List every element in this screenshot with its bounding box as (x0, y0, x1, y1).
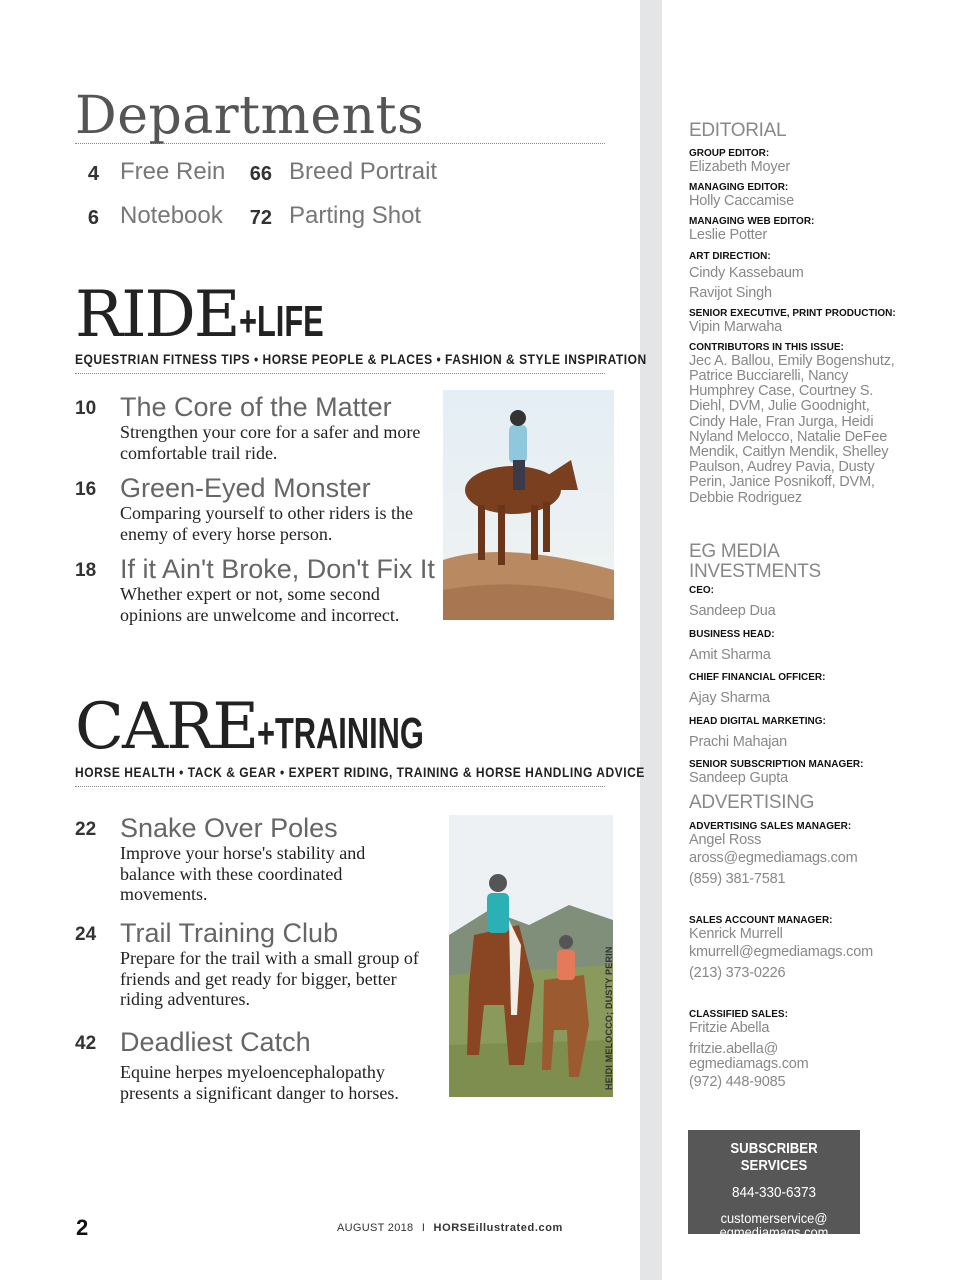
page-number: 6 (87, 207, 99, 229)
person-name: Holly Caccamise (689, 193, 794, 210)
dept-label: Breed Portrait (289, 158, 438, 185)
role-label: CLASSIFIED SALES: (689, 1009, 788, 1021)
masthead-advertising (689, 793, 919, 1093)
photo-rider-on-trail (443, 390, 614, 620)
article-title[interactable]: If it Ain't Broke, Don't Fix It (120, 554, 435, 584)
phone-number: (859) 381-7581 (689, 870, 786, 887)
heading-plus: +TRAINING (257, 709, 424, 758)
divider (75, 373, 605, 374)
role-label: GROUP EDITOR: (689, 148, 770, 159)
person-name: Prachi Mahajan (689, 733, 787, 750)
email-link[interactable]: kmurrell@egmediamags.com (689, 944, 873, 961)
photo-credit: HEIDI MELOCCO; DUSTY PERIN (604, 946, 614, 1090)
article-description: Improve your horse's stability and balance with these coordinated movements. (120, 843, 366, 904)
page-number: 24 (75, 924, 97, 945)
heading-plus: +LIFE (238, 297, 324, 346)
contributors-list: Jec A. Ballou, Emily Bogenshutz, Patrice Bucciarelli, Nancy Humphrey Case, Courtney S. Diehl, DVM, Julie Goodnight, Cindy Hale, Fran Jurga, Heidi Nyland Melocco, Natalie DeFee Mendik, Caitlyn Mendik, Shelley Paulson, Audrey Pavia, Dusty Perin, Janice Posnikoff, DVM, Debbie Rodriguez (689, 352, 895, 506)
person-name: Amit Sharma (689, 646, 771, 663)
role-label: ART DIRECTION: (689, 250, 771, 262)
role-label: CHIEF FINANCIAL OFFICER: (689, 672, 826, 683)
divider (75, 143, 605, 144)
article-description: Equine herpes myeloencephalopathy presents a significant danger to horses. (120, 1062, 399, 1103)
person-name: Ajay Sharma (689, 690, 770, 706)
photo-two-riders (449, 815, 613, 1097)
care-training-subtitle: HORSE HEALTH • TACK & GEAR • EXPERT RIDING, TRAINING & HORSE HANDLING ADVICE (75, 764, 645, 780)
article-description: Comparing yourself to other riders is the enemy of every horse person. (120, 503, 413, 544)
page-number: 42 (75, 1033, 97, 1054)
role-label: CONTRIBUTORS IN THIS ISSUE: (689, 341, 844, 353)
role-label: ADVERTISING SALES MANAGER: (689, 821, 852, 832)
role-label: BUSINESS HEAD: (689, 628, 775, 640)
article-title[interactable]: Trail Training Club (120, 918, 339, 948)
page-number: 72 (249, 207, 272, 229)
page-number: 2 (76, 1215, 89, 1240)
person-name: Leslie Potter (689, 227, 767, 244)
page-number: 16 (75, 479, 97, 500)
dept-label: Parting Shot (289, 202, 422, 229)
phone-number: (213) 373-0226 (689, 964, 786, 981)
masthead-editorial (689, 121, 919, 506)
article-description: Strengthen your core for a safer and more comfortable trail ride. (120, 422, 421, 463)
section-heading: ADVERTISING (689, 792, 815, 813)
page-number: 22 (75, 819, 97, 840)
care-training-heading (75, 690, 495, 764)
ride-life-subtitle: EQUESTRIAN FITNESS TIPS • HORSE PEOPLE & PLACES • FASHION & STYLE INSPIRATION (75, 351, 647, 367)
page-number: 66 (249, 163, 272, 185)
subscriber-email[interactable]: customerservice@ egmediamags.com (719, 1210, 829, 1240)
person-name: Sandeep Dua (689, 603, 776, 619)
horse-riders-image (449, 815, 613, 1097)
person-name: Ravijot Singh (689, 285, 772, 302)
section-heading: EG MEDIA INVESTMENTS (689, 541, 821, 582)
article-title[interactable]: The Core of the Matter (120, 392, 392, 422)
person-name: Fritzie Abella (689, 1020, 770, 1037)
site-link[interactable]: HORSEillustrated.com (433, 1222, 563, 1234)
article-description: Prepare for the trail with a small group of friends and get ready for bigger, better riding adventures. (120, 948, 419, 1009)
masthead-eg-media (689, 542, 919, 786)
departments-heading: Departments (75, 86, 425, 146)
heading-main: RIDE (75, 278, 239, 352)
section-heading: EDITORIAL (689, 120, 787, 141)
person-name: Kenrick Murrell (689, 926, 783, 943)
subscriber-services-box (688, 1130, 860, 1240)
heading-main: CARE (75, 690, 258, 764)
article-description: Whether expert or not, some second opinions are unwelcome and incorrect. (120, 584, 400, 625)
issue-date: AUGUST 2018 (337, 1222, 414, 1234)
role-label: HEAD DIGITAL MARKETING: (689, 715, 826, 727)
dept-label: Notebook (120, 202, 223, 229)
person-name: Vipin Marwaha (689, 318, 783, 335)
email-link[interactable]: aross@egmediamags.com (689, 850, 858, 867)
article-title[interactable]: Snake Over Poles (120, 813, 338, 843)
person-name: Sandeep Gupta (689, 770, 788, 786)
subscriber-title: SUBSCRIBER SERVICES (730, 1140, 818, 1174)
page-number: 10 (75, 398, 97, 419)
dept-label: Free Rein (120, 158, 226, 185)
role-label: MANAGING WEB EDITOR: (689, 216, 815, 228)
person-name: Elizabeth Moyer (689, 159, 790, 175)
role-label: SENIOR EXECUTIVE, PRINT PRODUCTION: (689, 307, 896, 319)
role-label: SALES ACCOUNT MANAGER: (689, 915, 833, 927)
subscriber-phone: 844-330-6373 (731, 1184, 817, 1201)
page-gutter (640, 0, 662, 1280)
person-name: Angel Ross (689, 832, 762, 848)
article-title[interactable]: Deadliest Catch (120, 1027, 311, 1057)
email-link[interactable]: fritzie.abella@ egmediamags.com (689, 1040, 809, 1072)
article-title[interactable]: Green-Eyed Monster (120, 473, 371, 503)
divider (75, 786, 605, 787)
role-label: CEO: (689, 585, 714, 596)
role-label: SENIOR SUBSCRIPTION MANAGER: (689, 759, 864, 770)
phone-number: (972) 448-9085 (689, 1074, 786, 1091)
horse-rider-image (443, 390, 614, 620)
role-label: MANAGING EDITOR: (689, 182, 789, 194)
footer-issue (337, 1222, 563, 1234)
person-name: Cindy Kassebaum (689, 264, 804, 281)
ride-life-heading (75, 278, 360, 352)
separator: I (421, 1222, 426, 1234)
page-number: 4 (87, 163, 99, 185)
page-number: 18 (75, 560, 97, 581)
